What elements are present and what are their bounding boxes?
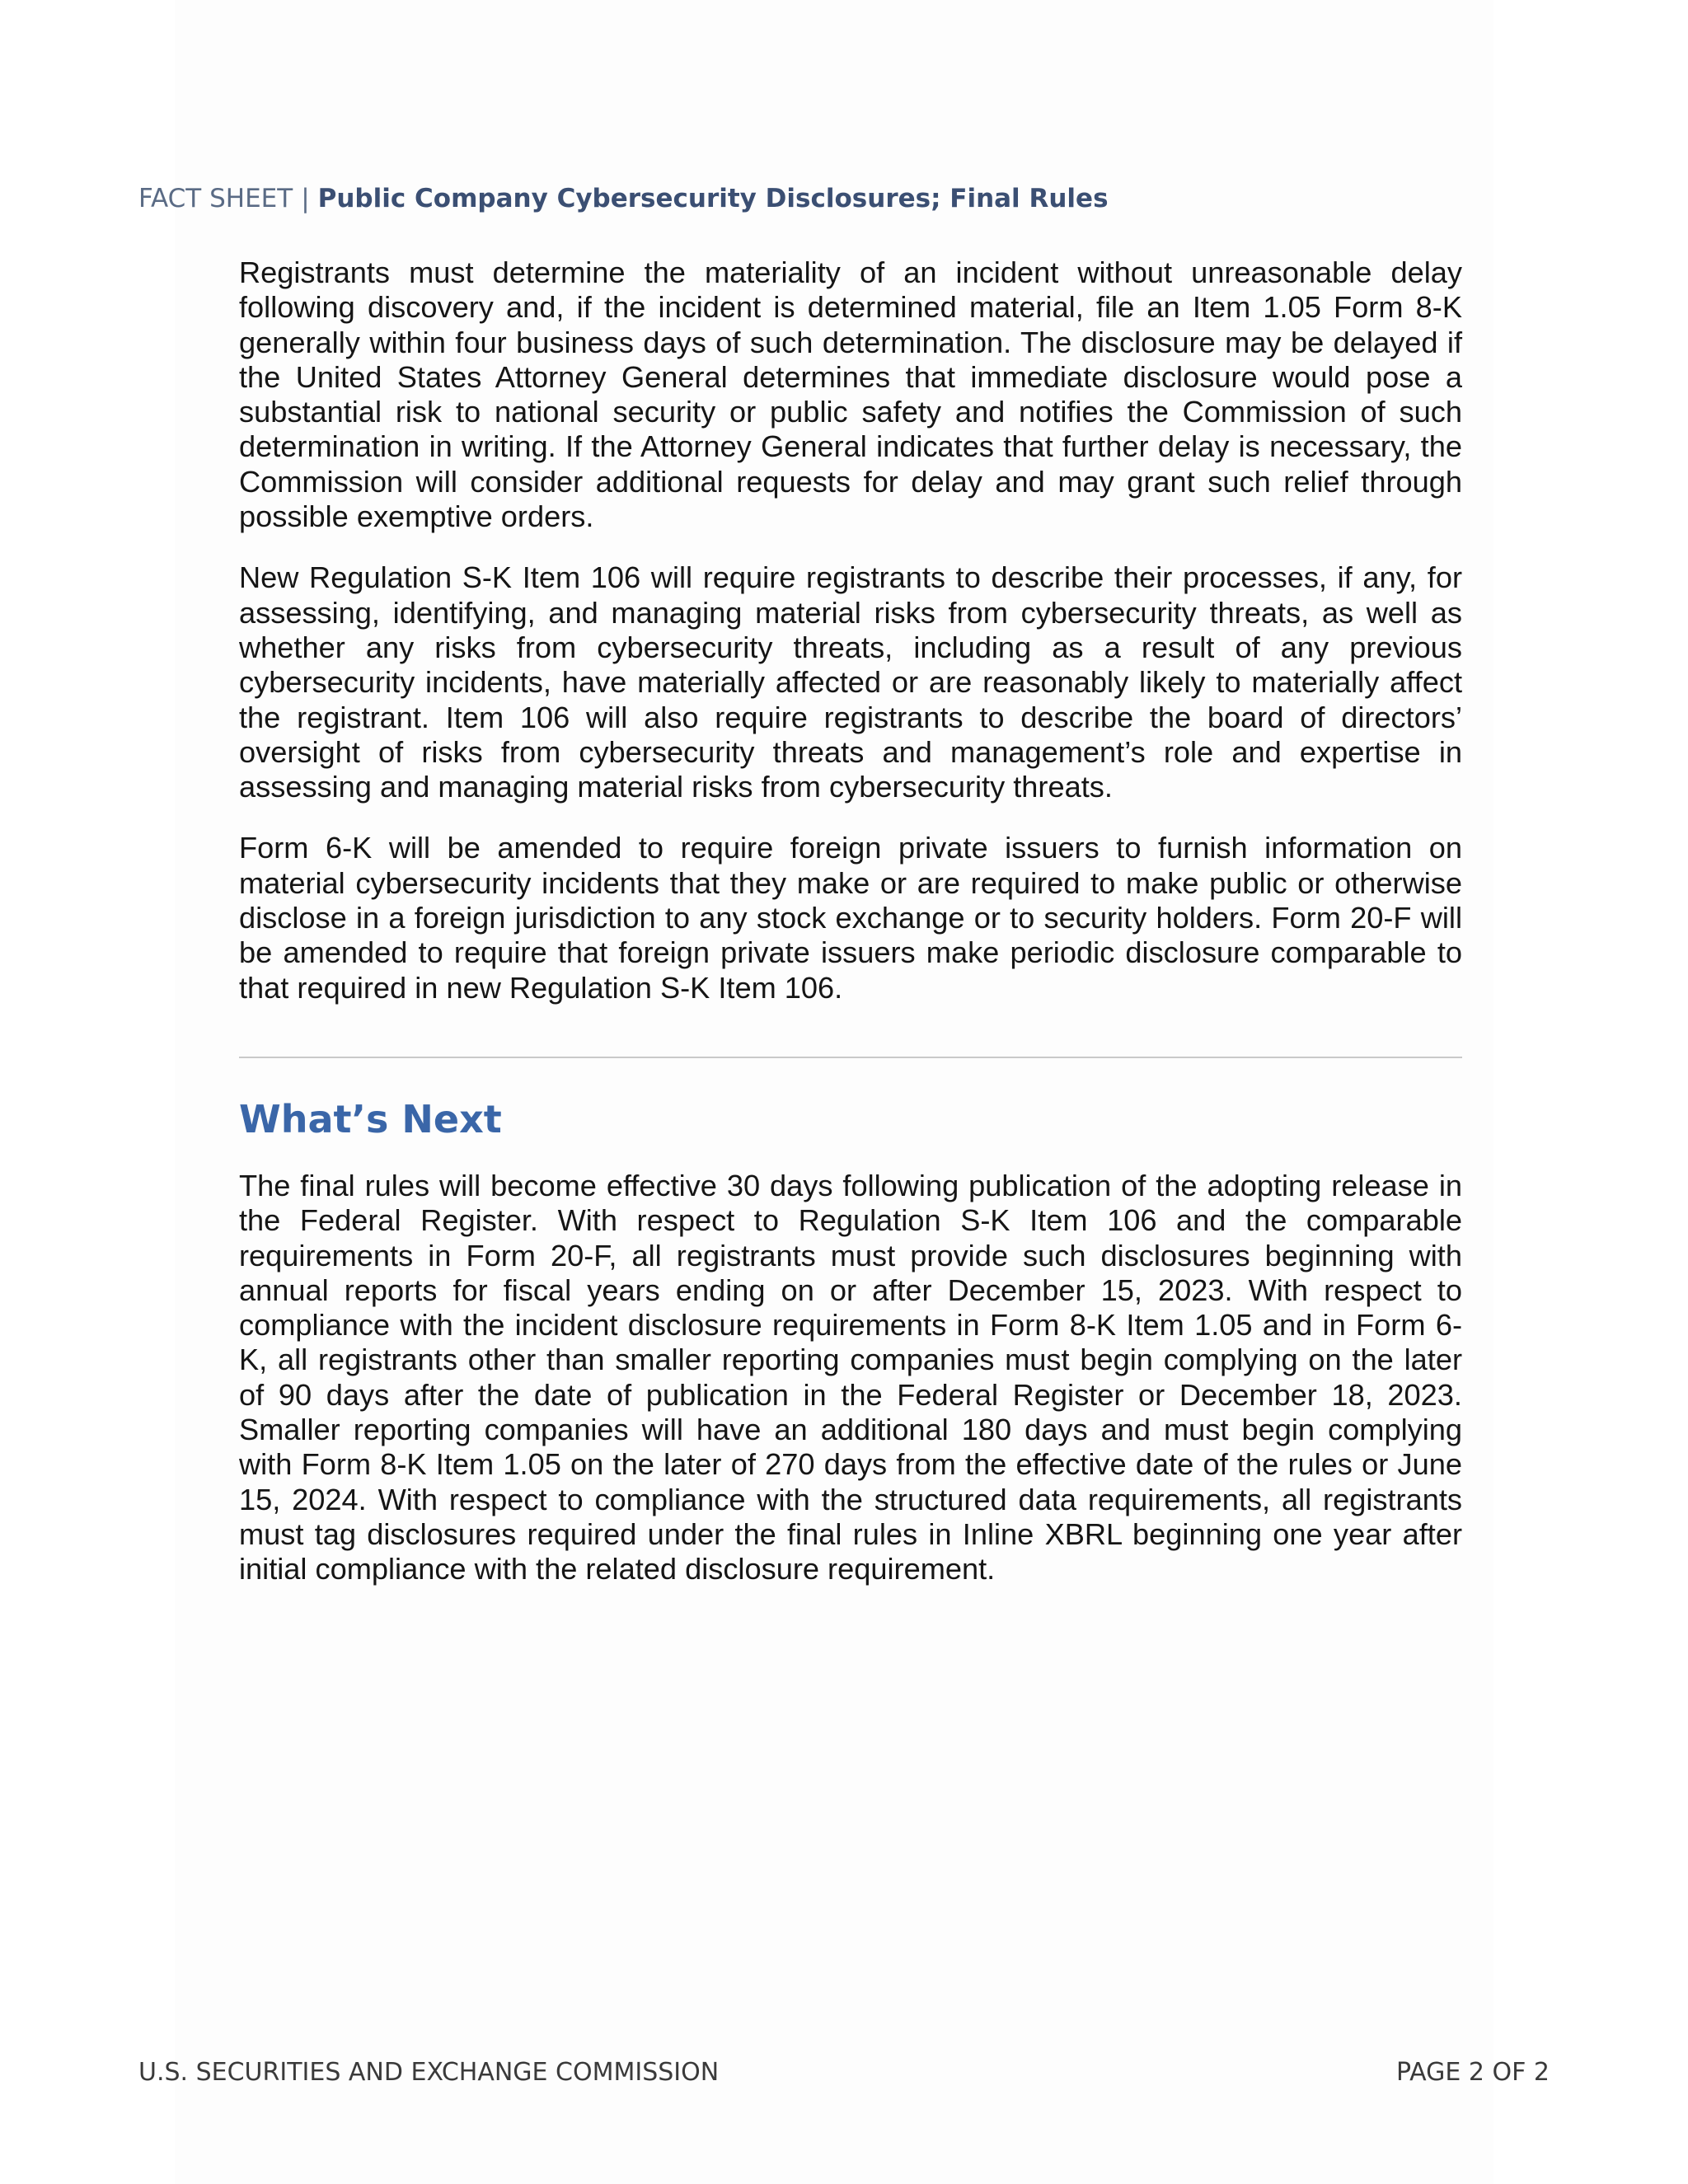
document-body — [239, 255, 1462, 1614]
header-label: FACT SHEET — [138, 184, 293, 213]
section-heading-whats-next: What’s Next — [239, 1096, 502, 1141]
section-divider — [239, 1057, 1462, 1058]
footer-page-indicator: PAGE 2 OF 2 — [1395, 2058, 1550, 2087]
footer-organization: U.S. SECURITIES AND EXCHANGE COMMISSION — [138, 2058, 720, 2087]
paragraph-form-6k: Form 6-K will be amended to require foreign private issuers to furnish information on material cybersecurity incidents that they make or are required to make public or otherwise disclose in a foreign jurisdiction to any stock exchange or to security holders. Form 20-F will be amended to require that foreign private issuers make periodic disclosure comparable to that required in new Regulation S-K Item 106. — [239, 831, 1462, 1005]
header-separator: | — [301, 184, 310, 213]
header-title: Public Company Cybersecurity Disclosures; Final Rules — [317, 184, 1109, 213]
paragraph-whats-next: The final rules will become effective 30 days following publication of the adopting release in the Federal Register. With respect to Regulation S-K Item 106 and the comparable requirements in Form 20-F, all registrants must provide such disclosures beginning with annual reports for fiscal years ending on or after December 15, 2023. With respect to compliance with the incident disclosure requirements in Form 8-K Item 1.05 and in Form 6-K, all registrants other than smaller reporting companies must begin complying on the later of 90 days after the date of publication in the Federal Register or December 18, 2023. Smaller reporting companies will have an additional 180 days and must begin complying with Form 8-K Item 1.05 on the later of 270 days from the effective date of the rules or June 15, 2024. With respect to compliance with the structured data requirements, all registrants must tag disclosures required under the final rules in Inline XBRL beginning one year after initial compliance with the related disclosure requirement. — [239, 1168, 1462, 1586]
paragraph-materiality: Registrants must determine the materiality of an incident without unreasonable delay following discovery and, if the incident is determined material, file an Item 1.05 Form 8-K generally within four business days of such determination. The disclosure may be delayed if the United States Attorney General determines that immediate disclosure would pose a substantial risk to national security or public safety and notifies the Commission of such determination in writing. If the Attorney General indicates that further delay is necessary, the Commission will consider additional requests for delay and may grant such relief through possible exemptive orders. — [239, 255, 1462, 534]
page-header — [138, 180, 1109, 217]
paragraph-item-106: New Regulation S-K Item 106 will require registrants to describe their processes, if any, for assessing, identifying, and managing material risks from cybersecurity threats, as well as whether any risks from cybersecurity threats, including as a result of any previous cybersecurity incidents, have materially affected or are reasonably likely to materially affect the registrant. Item 106 will also require registrants to describe the board of directors’ oversight of risks from cybersecurity threats and management’s role and expertise in assessing and managing material risks from cybersecurity threats. — [239, 560, 1462, 804]
